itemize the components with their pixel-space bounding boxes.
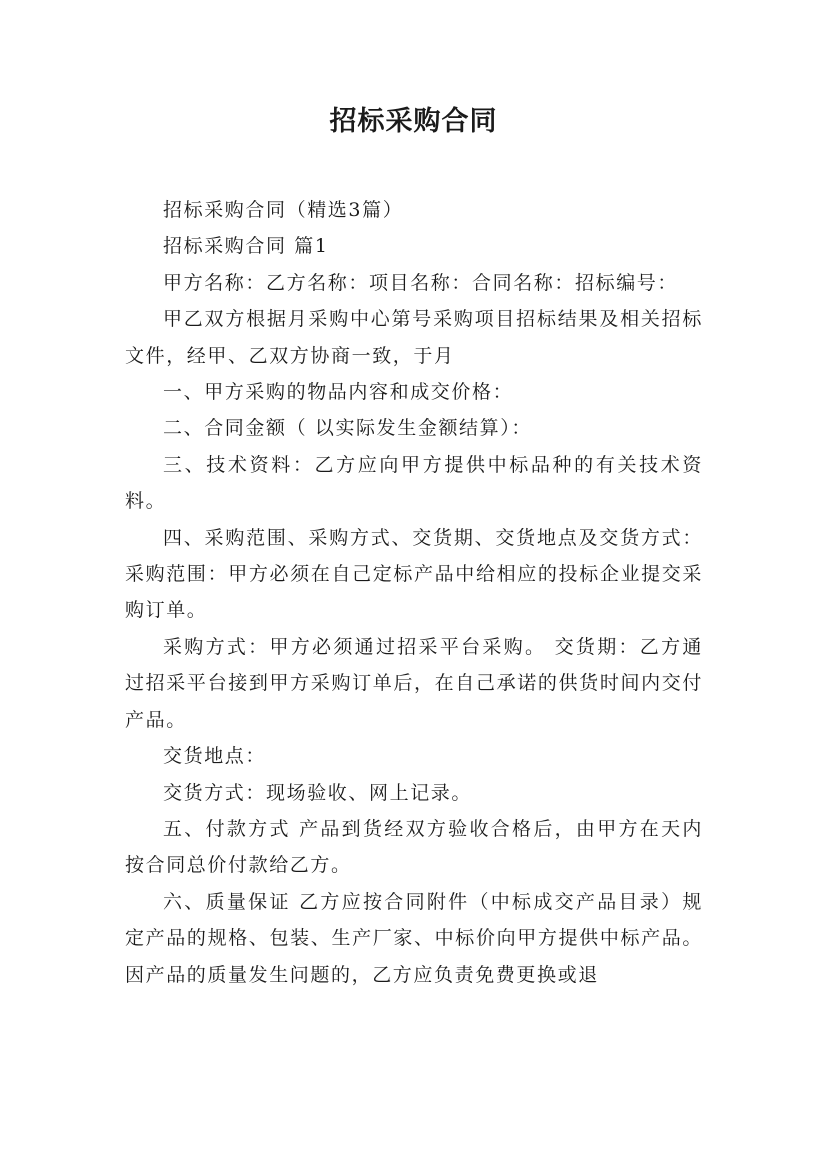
paragraph-clause-2: 二、合同金额（ 以实际发生金额结算）： (163, 417, 532, 440)
paragraph-clause-4: 四、采购范围、采购方式、交货期、交货地点及交货方式： 采购范围：甲方必须在自己定标产品中给相应的投标企业提交采购订单。 (125, 526, 703, 622)
paragraph-purchase-method: 采购方式：甲方必须通过招采平台采购。 交货期：乙方通过招采平台接到甲方采购订单后，在自己承诺的供货时间内交付产品。 (125, 635, 703, 731)
document-body (125, 192, 703, 993)
paragraph-preamble: 甲乙双方根据月采购中心第号采购项目招标结果及相关招标文件，经甲、乙双方协商一致，于月 (125, 308, 703, 367)
document-title: 招标采购合同 (329, 106, 498, 137)
paragraph-party-names: 甲方名称：乙方名称：项目名称：合同名称：招标编号： (163, 271, 679, 294)
paragraph-clause-5: 五、付款方式 产品到货经双方验收合格后，由甲方在天内按合同总价付款给乙方。 (125, 817, 703, 877)
paragraph-delivery-location: 交货地点： (163, 745, 267, 768)
paragraph-clause-3: 三、技术资料：乙方应向甲方提供中标品种的有关技术资料。 (125, 453, 703, 513)
paragraph-clause-6: 六、质量保证 乙方应按合同附件（中标成交产品目录）规定产品的规格、包装、生产厂家、中标价向甲方提供中标产品。因产品的质量发生问题的，乙方应负责免费更换或退 (125, 890, 703, 986)
paragraph-section-heading: 招标采购合同 篇1 (163, 235, 329, 258)
paragraph-clause-1: 一、甲方采购的物品内容和成交价格： (163, 381, 514, 404)
paragraph-delivery-method: 交货方式：现场验收、网上记录。 (163, 781, 473, 804)
paragraph-subtitle: 招标采购合同（精选3篇） (163, 199, 404, 221)
